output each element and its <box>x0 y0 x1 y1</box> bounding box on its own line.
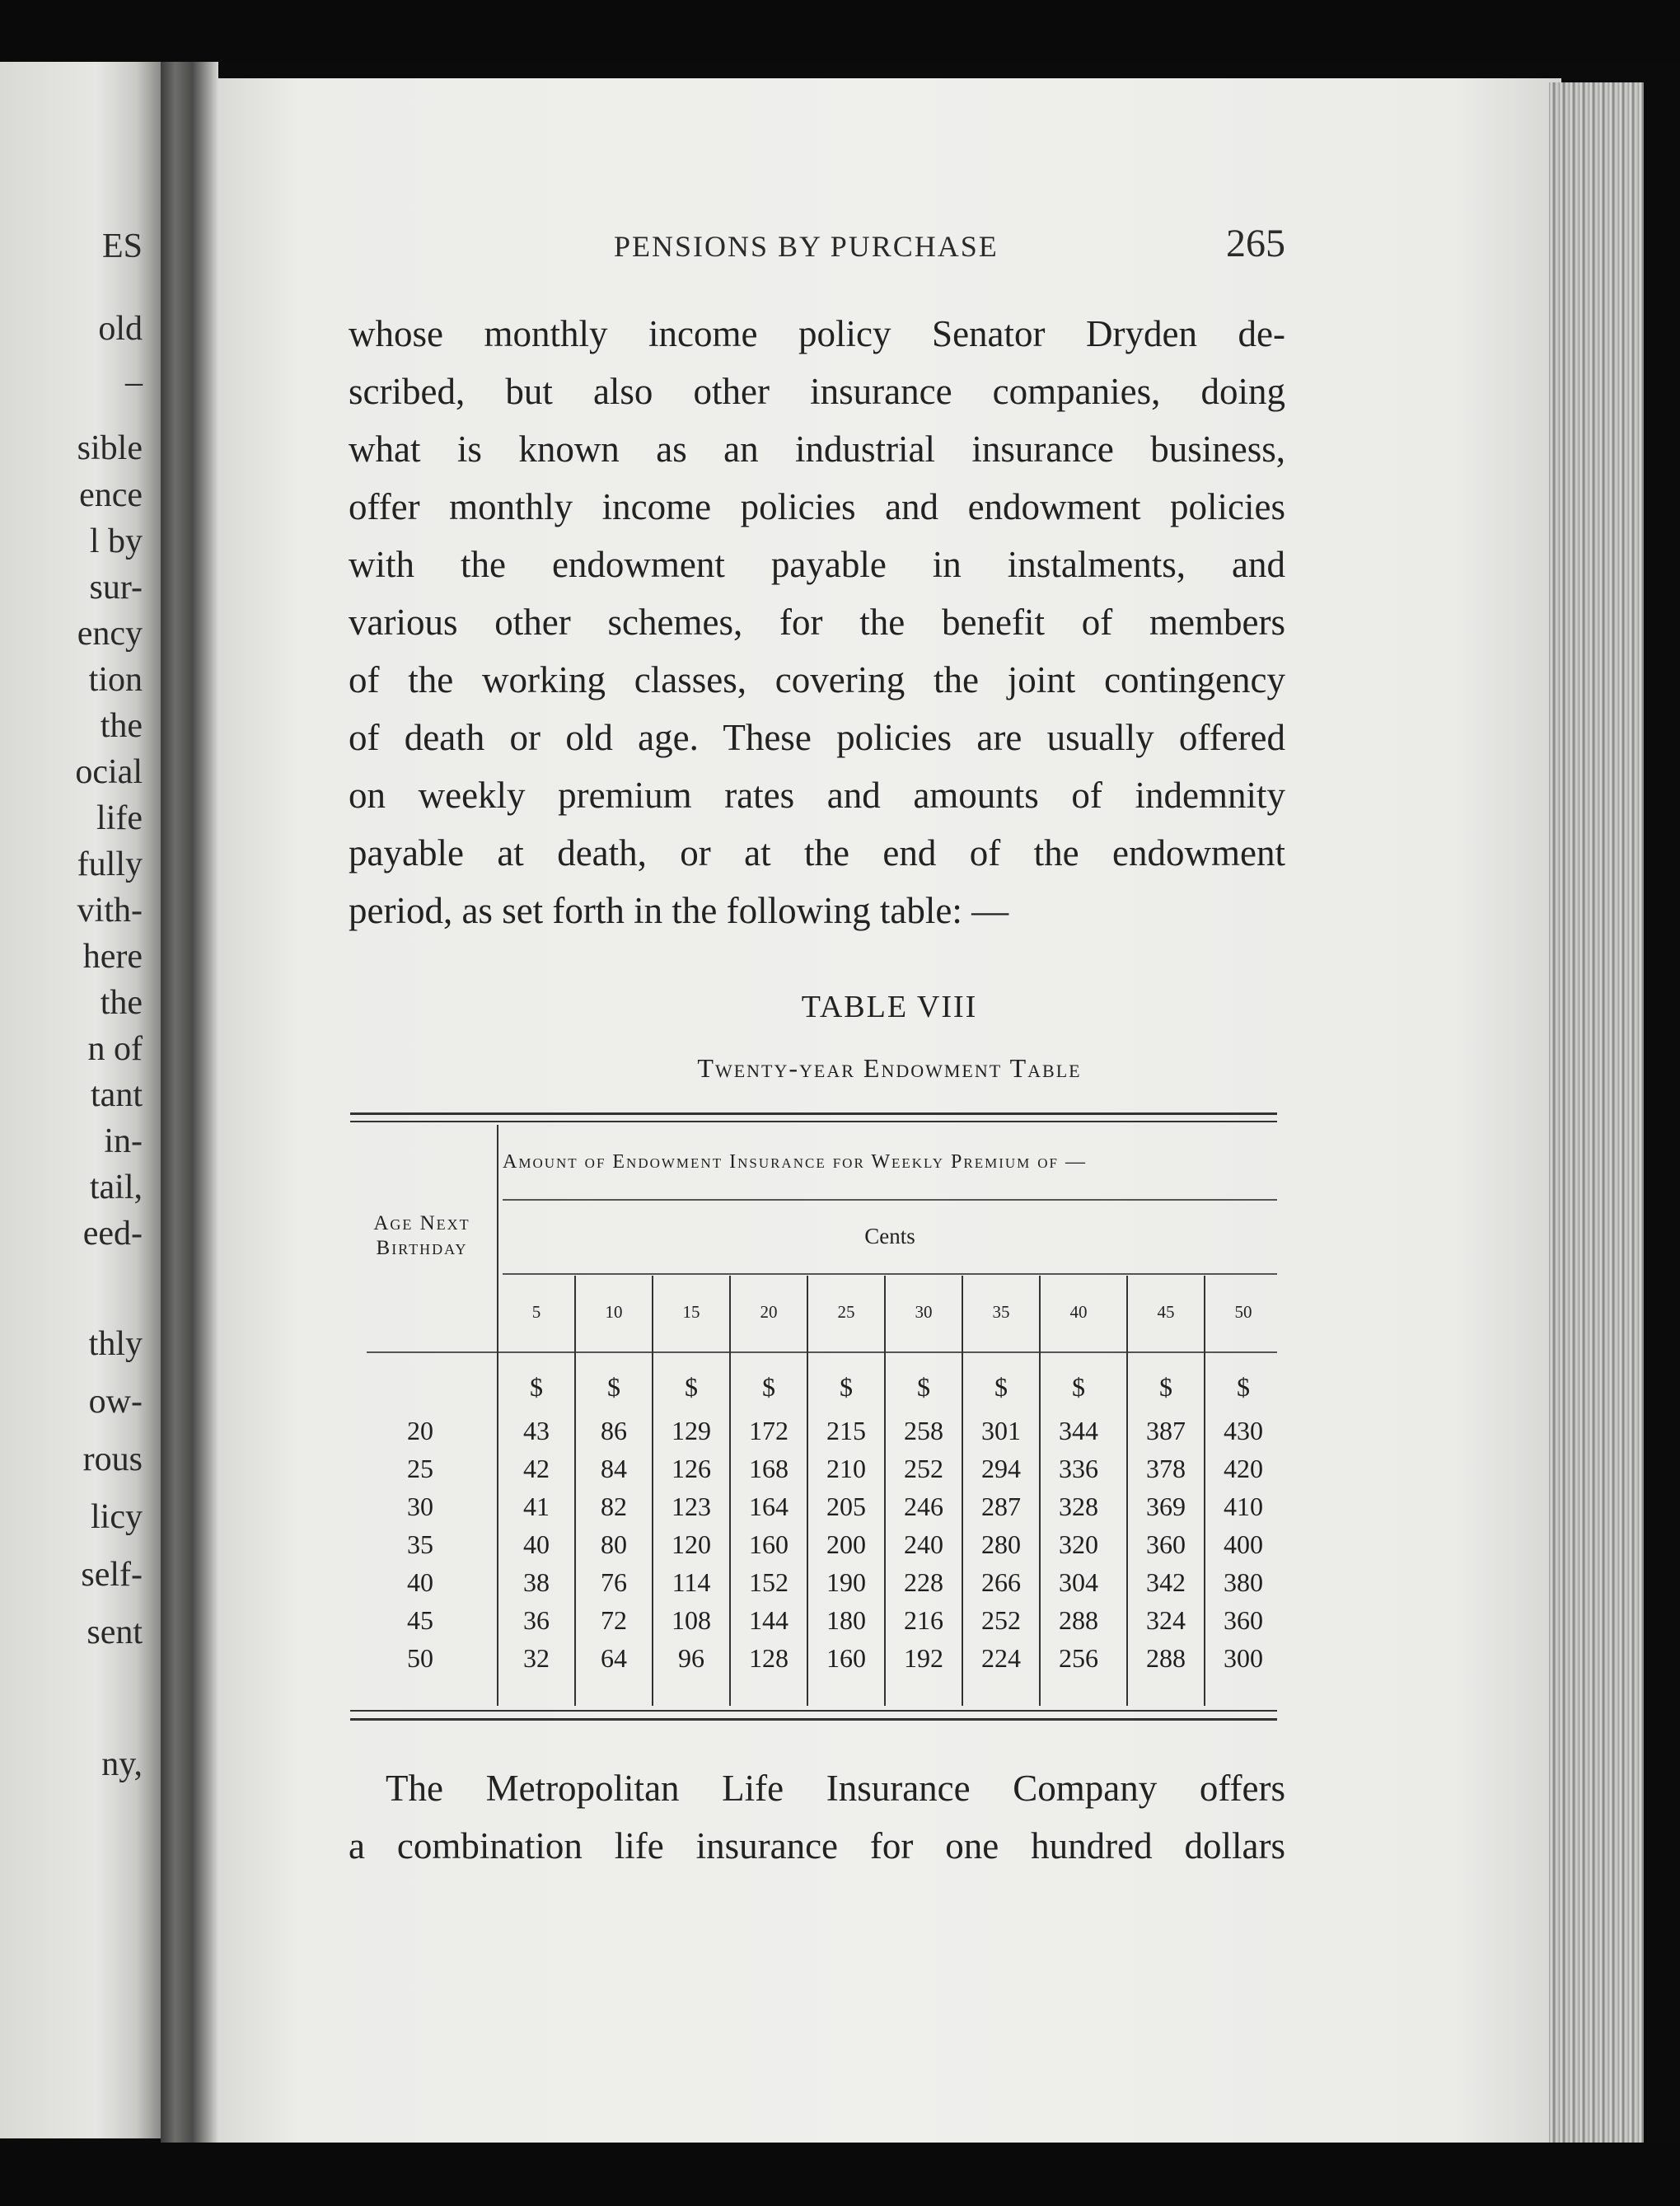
scan-bottom-border <box>0 2143 1680 2206</box>
age-column-divider <box>497 1125 498 1706</box>
endowment-amount-cell: 160 <box>826 1643 866 1673</box>
endowment-amount-cell: 320 <box>1059 1529 1098 1559</box>
text-line: a combination life insurance for one hundred dollars <box>349 1825 1285 1866</box>
age-cell: 30 <box>407 1492 433 1521</box>
endowment-amount-cell: 256 <box>1059 1643 1098 1673</box>
endowment-amount-cell: 342 <box>1146 1567 1186 1597</box>
left-fragment: tion <box>88 661 143 699</box>
age-cell: 20 <box>407 1416 433 1445</box>
endowment-amount-cell: 360 <box>1146 1529 1186 1559</box>
endowment-amount-cell: 76 <box>601 1567 627 1597</box>
endowment-amount-cell: 84 <box>601 1454 627 1483</box>
text-line: various other schemes, for the benefit of members <box>349 602 1285 643</box>
age-cell: 50 <box>407 1643 433 1673</box>
left-fragment: old <box>98 310 143 348</box>
endowment-amount-cell: 400 <box>1224 1529 1263 1559</box>
endowment-amount-cell: 128 <box>749 1643 789 1673</box>
text-line: The Metropolitan Life Insurance Company offers <box>386 1768 1285 1809</box>
endowment-amount-cell: 258 <box>904 1416 943 1445</box>
endowment-amount-cell: 210 <box>826 1454 866 1483</box>
dollar-sign: $ <box>1159 1372 1172 1402</box>
column-divider <box>1039 1276 1041 1706</box>
table-top-rule <box>350 1112 1277 1115</box>
age-cell: 35 <box>407 1529 433 1559</box>
endowment-amount-cell: 324 <box>1146 1605 1186 1635</box>
text-line: scribed, but also other insurance companies, doing <box>349 371 1285 412</box>
premium-column-header: 10 <box>605 1302 623 1322</box>
body-paragraph-bottom <box>349 1759 1285 1875</box>
left-facing-page <box>0 62 161 2138</box>
left-fragment: the <box>100 984 143 1022</box>
column-divider <box>962 1276 963 1706</box>
dollar-sign: $ <box>762 1372 775 1402</box>
endowment-amount-cell: 378 <box>1146 1454 1186 1483</box>
endowment-amount-cell: 280 <box>981 1529 1021 1559</box>
endowment-amount-cell: 36 <box>523 1605 550 1635</box>
endowment-amount-cell: 301 <box>981 1416 1021 1445</box>
endowment-amount-cell: 80 <box>601 1529 627 1559</box>
left-fragment: life <box>96 799 143 837</box>
left-fragment: n of <box>87 1030 143 1068</box>
endowment-amount-cell: 304 <box>1059 1567 1098 1597</box>
endowment-amount-cell: 152 <box>749 1567 789 1597</box>
table-title: Twenty-year Endowment Table <box>697 1053 1082 1083</box>
endowment-amount-cell: 180 <box>826 1605 866 1635</box>
left-fragment: self- <box>81 1556 143 1594</box>
left-fragment: tant <box>91 1076 143 1114</box>
header-divider <box>503 1273 1277 1275</box>
endowment-amount-cell: 420 <box>1224 1454 1263 1483</box>
endowment-amount-cell: 252 <box>904 1454 943 1483</box>
cents-header: Cents <box>864 1224 915 1248</box>
left-fragment: vith- <box>77 892 143 930</box>
endowment-amount-cell: 129 <box>672 1416 711 1445</box>
body-paragraph-top <box>349 305 1285 939</box>
left-fragment: ow- <box>88 1383 143 1421</box>
endowment-amount-cell: 82 <box>601 1492 627 1521</box>
left-fragment: here <box>82 938 143 976</box>
endowment-amount-cell: 38 <box>523 1567 550 1597</box>
endowment-amount-cell: 114 <box>672 1567 711 1597</box>
endowment-amount-cell: 228 <box>904 1567 943 1597</box>
endowment-amount-cell: 410 <box>1224 1492 1263 1521</box>
endowment-amount-cell: 360 <box>1224 1605 1263 1635</box>
endowment-amount-cell: 96 <box>678 1643 704 1673</box>
text-line: on weekly premium rates and amounts of indemnity <box>349 775 1285 816</box>
column-divider <box>652 1276 653 1706</box>
endowment-amount-cell: 224 <box>981 1643 1021 1673</box>
dollar-sign: $ <box>1237 1372 1250 1402</box>
age-header-line: Birthday <box>376 1237 468 1259</box>
premium-column-header: 45 <box>1157 1302 1175 1322</box>
dollar-sign: $ <box>994 1372 1008 1402</box>
endowment-amount-cell: 200 <box>826 1529 866 1559</box>
endowment-amount-cell: 328 <box>1059 1492 1098 1521</box>
endowment-amount-cell: 380 <box>1224 1567 1263 1597</box>
endowment-amount-cell: 430 <box>1224 1416 1263 1445</box>
left-fragment: ence <box>79 476 143 514</box>
column-divider <box>1204 1276 1205 1706</box>
endowment-amount-cell: 41 <box>523 1492 550 1521</box>
left-fragment: eed- <box>82 1215 143 1253</box>
endowment-amount-cell: 120 <box>672 1529 711 1559</box>
endowment-amount-cell: 168 <box>749 1454 789 1483</box>
endowment-amount-cell: 192 <box>904 1643 943 1673</box>
endowment-amount-cell: 123 <box>672 1492 711 1521</box>
endowment-amount-cell: 86 <box>601 1416 627 1445</box>
endowment-amount-cell: 288 <box>1059 1605 1098 1635</box>
text-line: what is known as an industrial insurance business, <box>349 429 1285 470</box>
endowment-amount-cell: 215 <box>826 1416 866 1445</box>
amount-header: Amount of Endowment Insurance for Weekly Premium of — <box>503 1151 1087 1173</box>
dollar-sign: $ <box>607 1372 620 1402</box>
premium-column-header: 20 <box>760 1302 778 1322</box>
endowment-amount-cell: 40 <box>523 1529 550 1559</box>
text-line: whose monthly income policy Senator Dryden de- <box>349 313 1285 354</box>
running-head: PENSIONS BY PURCHASE <box>614 230 999 263</box>
premium-column-header: 40 <box>1069 1302 1088 1322</box>
premium-column-header: 35 <box>992 1302 1010 1322</box>
book-gutter <box>161 62 218 2147</box>
left-fragment: in- <box>104 1122 143 1160</box>
endowment-amount-cell: 205 <box>826 1492 866 1521</box>
endowment-amount-cell: 172 <box>749 1416 789 1445</box>
endowment-amount-cell: 287 <box>981 1492 1021 1521</box>
endowment-amount-cell: 252 <box>981 1605 1021 1635</box>
age-header <box>356 1211 488 1261</box>
page-number: 265 <box>1226 222 1285 265</box>
endowment-amount-cell: 43 <box>523 1416 550 1445</box>
left-fragment: tail, <box>89 1169 143 1206</box>
endowment-amount-cell: 266 <box>981 1567 1021 1597</box>
column-divider <box>884 1276 886 1706</box>
endowment-amount-cell: 126 <box>672 1454 711 1483</box>
endowment-amount-cell: 288 <box>1146 1643 1186 1673</box>
scan-top-border <box>0 0 1680 62</box>
table-bottom-rule <box>350 1710 1277 1712</box>
endowment-amount-cell: 72 <box>601 1605 627 1635</box>
endowment-amount-cell: 164 <box>749 1492 789 1521</box>
left-fragment: sent <box>87 1614 143 1651</box>
endowment-amount-cell: 246 <box>904 1492 943 1521</box>
premium-column-header: 15 <box>682 1302 700 1322</box>
endowment-amount-cell: 190 <box>826 1567 866 1597</box>
header-divider <box>503 1199 1277 1201</box>
endowment-amount-cell: 160 <box>749 1529 789 1559</box>
text-line: of death or old age. These policies are usually offered <box>349 717 1285 758</box>
left-fragment: thly <box>88 1325 143 1363</box>
endowment-amount-cell: 108 <box>672 1605 711 1635</box>
age-cell: 40 <box>407 1567 433 1597</box>
table-number: TABLE VIII <box>801 990 978 1024</box>
left-fragment: rous <box>82 1440 143 1478</box>
dollar-sign: $ <box>840 1372 853 1402</box>
table-bottom-rule-outer <box>350 1718 1277 1721</box>
endowment-amount-cell: 64 <box>601 1643 627 1673</box>
left-fragment: ocial <box>75 753 143 791</box>
age-cell: 45 <box>407 1605 433 1635</box>
column-divider <box>1126 1276 1128 1706</box>
left-fragment: ny, <box>101 1745 143 1783</box>
endowment-amount-cell: 294 <box>981 1454 1021 1483</box>
left-fragment: licy <box>91 1498 143 1536</box>
left-fragment: – <box>125 363 143 401</box>
text-line: period, as set forth in the following table: — <box>349 890 1009 931</box>
left-fragment: sible <box>77 429 143 467</box>
text-line: with the endowment payable in instalments, and <box>349 544 1285 585</box>
endowment-amount-cell: 344 <box>1059 1416 1098 1445</box>
age-header-line: Age Next <box>373 1212 470 1234</box>
left-fragment: ency <box>77 615 143 653</box>
endowment-amount-cell: 336 <box>1059 1454 1098 1483</box>
endowment-amount-cell: 300 <box>1224 1643 1263 1673</box>
premium-column-header: 25 <box>837 1302 855 1322</box>
endowment-amount-cell: 144 <box>749 1605 789 1635</box>
dollar-sign: $ <box>917 1372 930 1402</box>
text-line: of the working classes, covering the joint contingency <box>349 659 1285 700</box>
endowment-amount-cell: 240 <box>904 1529 943 1559</box>
endowment-amount-cell: 32 <box>523 1643 550 1673</box>
left-fragment: fully <box>77 845 143 883</box>
endowment-amount-cell: 216 <box>904 1605 943 1635</box>
page-edges <box>1549 82 1644 2159</box>
endowment-amount-cell: 369 <box>1146 1492 1186 1521</box>
table-top-rule-inner <box>350 1121 1277 1122</box>
premium-column-header: 50 <box>1234 1302 1252 1322</box>
column-divider <box>729 1276 731 1706</box>
left-fragment: ES <box>101 227 143 265</box>
dollar-sign: $ <box>685 1372 698 1402</box>
text-line: payable at death, or at the end of the endowment <box>349 832 1285 874</box>
age-cell: 25 <box>407 1454 433 1483</box>
endowment-amount-cell: 42 <box>523 1454 550 1483</box>
endowment-amount-cell: 387 <box>1146 1416 1186 1445</box>
header-divider <box>367 1351 1277 1353</box>
premium-column-header: 5 <box>531 1302 541 1322</box>
dollar-sign: $ <box>1072 1372 1085 1402</box>
left-fragment: the <box>100 707 143 745</box>
column-divider <box>807 1276 808 1706</box>
left-fragment: l by <box>89 522 143 560</box>
left-fragment: sur- <box>89 569 143 607</box>
dollar-sign: $ <box>530 1372 543 1402</box>
premium-column-header: 30 <box>915 1302 933 1322</box>
column-divider <box>574 1276 576 1706</box>
text-line: offer monthly income policies and endowment policies <box>349 486 1285 527</box>
